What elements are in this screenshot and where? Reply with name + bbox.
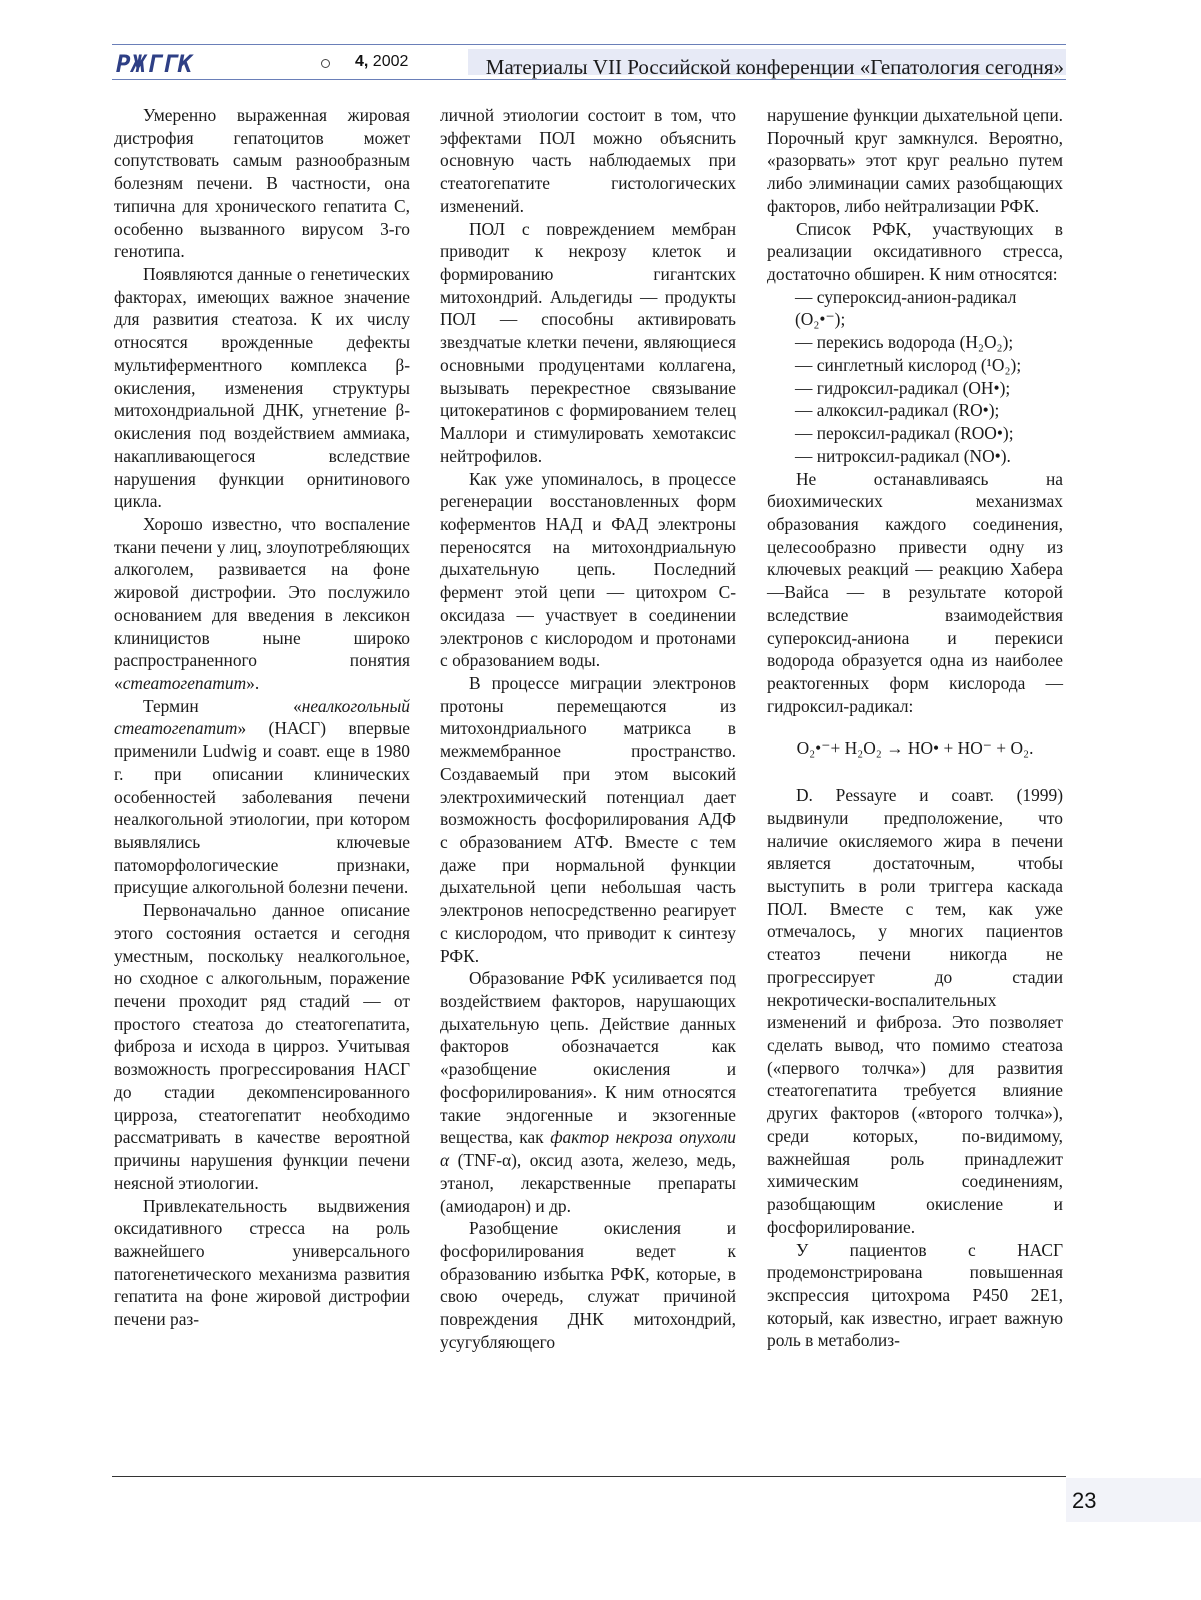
paragraph	[114, 513, 410, 695]
paragraph: личной этиологии состоит в том, что эффектами ПОЛ можно объяснить основную часть наблюдаемых при стеатогепатите гистологических изменений.	[440, 105, 736, 216]
paragraph	[440, 967, 736, 1217]
journal-logo: РЖГГК	[116, 50, 194, 78]
text-run: Образование РФК усиливается под воздействием факторов, нарушающих дыхательную цепь. Действие данных факторов обозначается как «разобщение окисления и фосфорилирования». К ним относятся такие эндогенные и экзогенные вещества, как	[440, 968, 736, 1148]
paragraph: Разобщение окисления и фосфорилирования ведет к образованию избытка РФК, которые, в свою очередь, служат причиной повреждения ДНК митохондрий, усугубляющего	[440, 1218, 736, 1352]
paragraph: D. Pessayre и соавт. (1999) выдвинули предположение, что наличие окисляемого жира в печени является достаточным, чтобы выступить в роли триггера каскада ПОЛ. Вместе с тем, как уже отмечалось, у многих пациентов стеатоз печени никогда не прогрессирует до стадии некротически-воспалительных изменений и фиброза. Это позволяет сделать вывод, что помимо стеатоза («первого толчка») для развития стеатогепатита требуется влияние других факторов («второго толчка»), среди которых, по-видимому, важнейшая роль принадлежит химическим соединениям, разобщающим окисление и фосфорилирование.	[767, 785, 1063, 1237]
paragraph: Появляются данные о генетических факторах, имеющих важное значение для развития стеатоза. К их числу относятся врожденные дефекты мультиферментного комплекса β-окисления, изменения структуры митохондриальной ДНК, угнетение β-окисления под воздействием аммиака, накапливающегося вследствие нарушения функции орнитинового цикла.	[114, 264, 410, 512]
text-column-3	[767, 104, 1063, 1352]
paragraph: У пациентов с НАСГ продемонстрирована повышенная экспрессия цитохрома P450 2E1, который, как известно, играет важную роль в метаболиз-	[767, 1239, 1063, 1351]
reaction-formula: O₂•⁻+ H₂O₂ → HO• + HO⁻ + O₂.	[796, 738, 1034, 759]
term-steatohepatitis: стеатогепатит	[122, 672, 247, 693]
list-item: — синглетный кислород (¹O₂);	[795, 354, 1022, 375]
footer-rule	[112, 1476, 1066, 1477]
list-item: — нитроксил-радикал (NO•).	[795, 445, 1011, 466]
issue-year: 2002	[372, 53, 409, 70]
conference-banner	[468, 49, 1066, 79]
paragraph: нарушение функции дыхательной цепи. Порочный круг замкнулся. Вероятно, «разорвать» этот круг реально путем либо элиминации самих разобщающих факторов, либо нейтрализации РФК.	[767, 105, 1063, 216]
paragraph: Первоначально данное описание этого состояния остается и сегодня уместным, поскольку неалкогольное, но сходное с алкогольным, поражение печени проходит ряд стадий — от простого стеатоза до стеатогепатита, фиброза и исхода в цирроз. Учитывая возможность прогрессирования НАСГ до стадии декомпенсированного цирроза, стеатогепатит необходимо рассматривать в качестве вероятной причины нарушения функции печени неясной этиологии.	[114, 900, 410, 1193]
text-column-1	[114, 104, 410, 1331]
running-header	[112, 44, 1066, 80]
conference-title: Материалы VII Российской конференции «Гепатология сегодня»	[485, 55, 1064, 79]
paragraph: ПОЛ с повреждением мембран приводит к некрозу клеток и формированию гигантских митохондрий. Альдегиды — продукты ПОЛ — способны активировать звездчатые клетки печени, являющиеся основными продуцентами коллагена, вызывать перекрестное связывание цитокератинов с формированием телец Маллори и стимулировать хемотаксис нейтрофилов.	[440, 218, 736, 466]
list-item: — перекись водорода (H₂O₂);	[795, 332, 1014, 353]
text-column-2	[440, 104, 736, 1354]
issue-number: 4,	[355, 53, 369, 70]
term-tnf: фактор некроза опухоли α	[440, 1127, 736, 1171]
list-item: — пероксил-радикал (ROO•);	[795, 423, 1014, 444]
bullet-icon	[321, 59, 330, 68]
issue-info	[355, 53, 408, 71]
paragraph: Привлекательность выдвижения оксидативного стресса на роль важнейшего универсального патогенетического механизма развития гепатита на фоне жировой дистрофии печени раз-	[114, 1195, 410, 1330]
text-run: ».	[246, 672, 260, 693]
list-item: — гидроксил-радикал (OH•);	[795, 377, 1011, 398]
term-nash: неалкогольный стеатогепатит	[114, 695, 410, 739]
text-run: Хорошо известно, что воспаление ткани печени у лиц, злоупотребляющих алкоголем, развивается на фоне жировой дистрофии. Это послужило основанием для введения в лексикон клиницистов ныне широко распространенного понятия «	[114, 513, 410, 693]
page-number: 23	[1072, 1488, 1097, 1513]
paragraph: В процессе миграции электронов протоны перемещаются из митохондриального матрикса в межмембранное пространство. Создаваемый при этом высокий электрохимический потенциал дает возможность фосфорилирования АДФ с образованием АТФ. Вместе с тем даже при нормальной функции дыхательной цепи небольшая часть электронов непосредственно реагирует с кислородом, что приводит к синтезу РФК.	[440, 672, 736, 966]
text-run: Термин «	[143, 695, 302, 716]
paragraph: Умеренно выраженная жировая дистрофия гепатоцитов может сопутствовать самым разнообразным болезням печени. В частности, она типична для хронического гепатита С, особенно вызванного вирусом 3-го генотипа.	[114, 105, 410, 262]
list-item: — алкоксил-радикал (RO•);	[795, 400, 1000, 421]
paragraph: Список РФК, участвующих в реализации оксидативного стресса, достаточно обширен. К ним относятся:	[767, 218, 1063, 285]
paragraph	[114, 695, 410, 899]
text-run: » (НАСГ) впервые применили Ludwig и соавт. еще в 1980 г. при описании клинических особенностей заболевания печени неалкогольной этиологии, при котором выявлялись ключевые патоморфологические признаки, присущие алкогольной болезни печени.	[114, 718, 410, 898]
paragraph: Как уже упоминалось, в процессе регенерации восстановленных форм коферментов НАД и ФАД электроны переносятся на митохондриальную дыхательную цепь. Последний фермент этой цепи — цитохром С-оксидаза — участвует в соединении электронов с кислородом и протонами с образованием воды.	[440, 468, 736, 671]
list-item: — супероксид-анион-радикал (O₂•⁻);	[795, 286, 1017, 330]
text-run: (TNF-α), оксид азота, железо, медь, этанол, лекарственные препараты (амиодарон) и др.	[440, 1150, 736, 1216]
paragraph: Не останавливаясь на биохимических механизмах образования каждого соединения, целесообразно привести одну из ключевых реакций — реакцию Хабера—Вайса — в результате которой вследствие взаимодействия супероксид-аниона и перекиси водорода образуется одна из наиболее реактогенных форм кислорода — гидроксил-радикал:	[767, 468, 1063, 716]
